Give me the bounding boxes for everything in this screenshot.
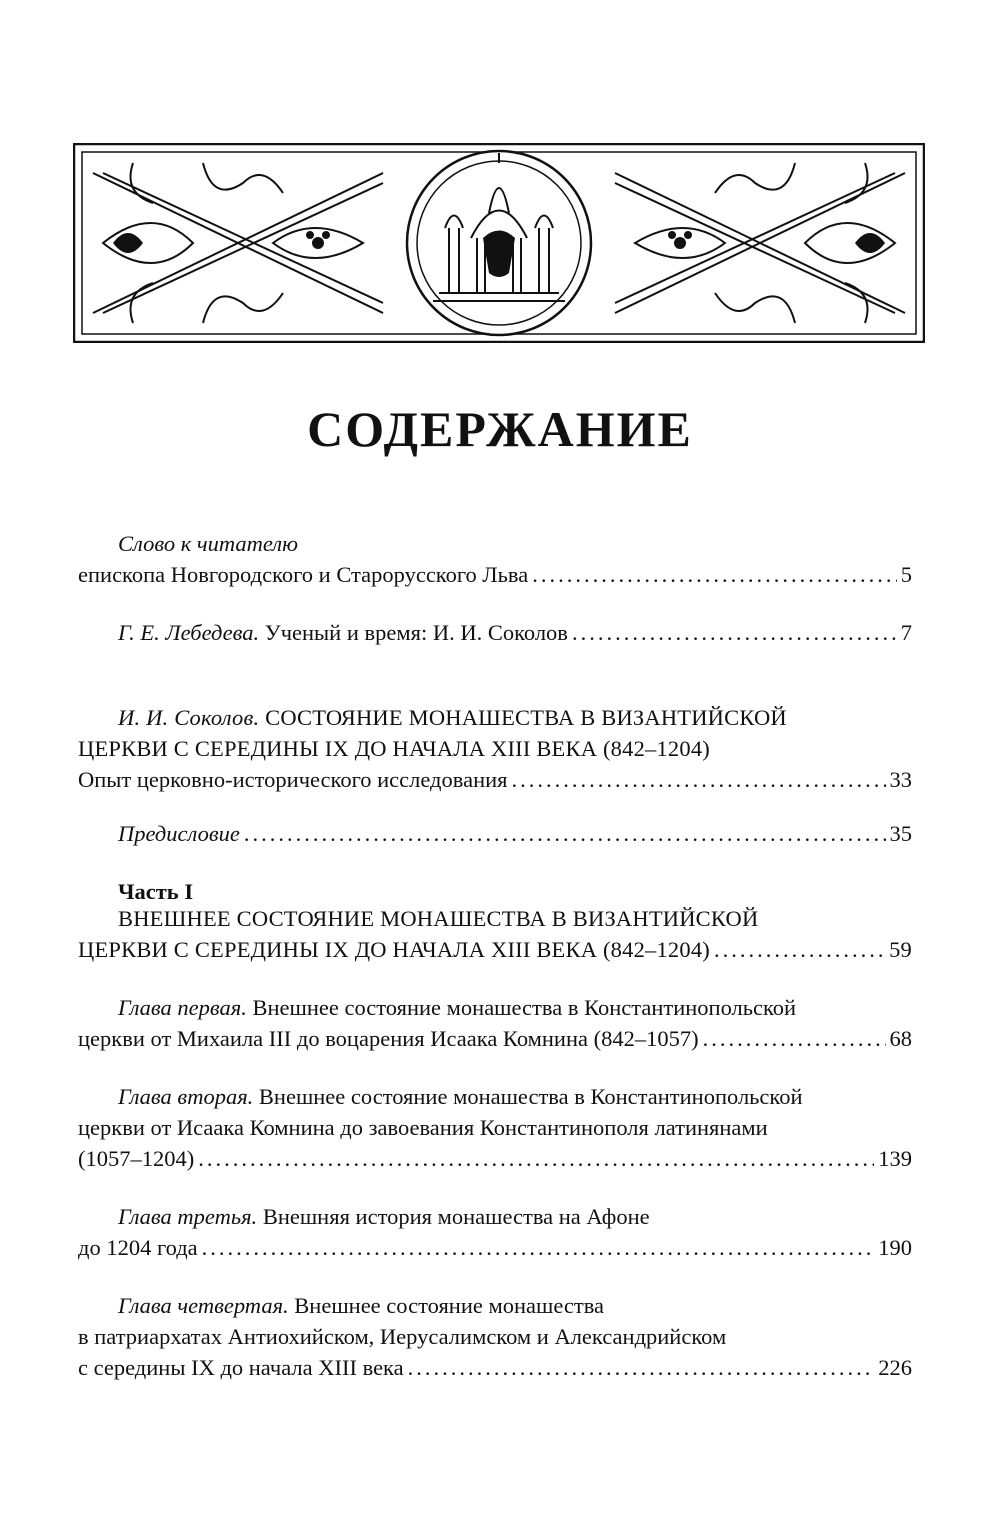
entry-title-line: церкви от Исаака Комнина до завоевания Константинополя латинянами <box>78 1115 768 1140</box>
entry-author: И. И. Соколов. <box>118 705 260 730</box>
toc-entry[interactable] <box>78 528 912 590</box>
leader-dots <box>714 934 885 965</box>
toc-entry[interactable] <box>78 1290 912 1383</box>
leader-dots <box>202 1232 875 1263</box>
toc-entry[interactable] <box>78 702 912 795</box>
toc-entry[interactable] <box>78 876 912 965</box>
toc-entry[interactable] <box>78 992 912 1054</box>
entry-author: Глава четвертая. <box>118 1293 289 1318</box>
page-number: 33 <box>889 767 912 792</box>
entry-title-line: Внешнее состояние монашества в Константинопольской <box>246 995 797 1020</box>
entry-title-line: Внешнее состояние монашества в Константинопольской <box>253 1084 803 1109</box>
entry-title-line: ЦЕРКВИ С СЕРЕДИНЫ IX ДО НАЧАЛА XIII ВЕКА (842–1204) <box>78 736 710 761</box>
page-number: 190 <box>878 1235 912 1260</box>
entry-author: Слово к читателю <box>118 531 298 556</box>
entry-title-line: с середины IX до начала XIII века <box>78 1355 404 1380</box>
leader-dots <box>532 559 897 590</box>
entry-author: Глава третья. <box>118 1204 258 1229</box>
entry-title-line: до 1204 года <box>78 1235 198 1260</box>
entry-title-line: в патриархатах Антиохийском, Иерусалимском и Александрийском <box>78 1324 727 1349</box>
entry-author: Глава вторая. <box>118 1084 254 1109</box>
page-number: 5 <box>900 562 912 587</box>
entry-title: Предисловие <box>118 821 240 846</box>
ornamental-header-band <box>73 143 925 343</box>
leader-dots <box>512 764 886 795</box>
entry-title-line: СОСТОЯНИЕ МОНАШЕСТВА В ВИЗАНТИЙСКОЙ <box>259 705 787 730</box>
entry-title-line: Внешняя история монашества на Афоне <box>257 1204 650 1229</box>
page-number: 35 <box>889 821 912 846</box>
entry-title-line: ЦЕРКВИ С СЕРЕДИНЫ IX ДО НАЧАЛА XIII ВЕКА (842–1204) <box>78 937 710 962</box>
toc-entry[interactable] <box>78 617 912 648</box>
page-title: СОДЕРЖАНИЕ <box>307 401 693 457</box>
entry-author: Глава первая. <box>118 995 247 1020</box>
page-number: 139 <box>878 1146 912 1171</box>
leader-dots <box>408 1352 875 1383</box>
part-label: Часть I <box>118 879 194 904</box>
entry-title-line: Внешнее состояние монашества <box>288 1293 605 1318</box>
leader-dots <box>703 1023 886 1054</box>
page-number: 226 <box>878 1355 912 1380</box>
entry-title-line: ВНЕШНЕЕ СОСТОЯНИЕ МОНАШЕСТВА В ВИЗАНТИЙСКОЙ <box>118 906 759 931</box>
entry-subtitle: Опыт церковно-исторического исследования <box>78 767 508 792</box>
leader-dots <box>572 617 897 648</box>
entry-title-line: (1057–1204) <box>78 1146 195 1171</box>
page-number: 59 <box>889 937 912 962</box>
entry-author: Г. Е. Лебедева. <box>118 620 260 645</box>
table-of-contents <box>78 528 912 1383</box>
toc-entry[interactable] <box>78 1201 912 1263</box>
entry-title: епископа Новгородского и Старорусского Льва <box>78 562 529 587</box>
toc-entry[interactable] <box>78 818 912 849</box>
entry-title: Ученый и время: И. И. Соколов <box>259 620 568 645</box>
leader-dots <box>244 818 886 849</box>
leader-dots <box>198 1143 874 1174</box>
page-number: 7 <box>900 620 912 645</box>
toc-entry[interactable] <box>78 1081 912 1174</box>
entry-title-line: церкви от Михаила III до воцарения Исаака Комнина (842–1057) <box>78 1026 699 1051</box>
page-number: 68 <box>889 1026 912 1051</box>
